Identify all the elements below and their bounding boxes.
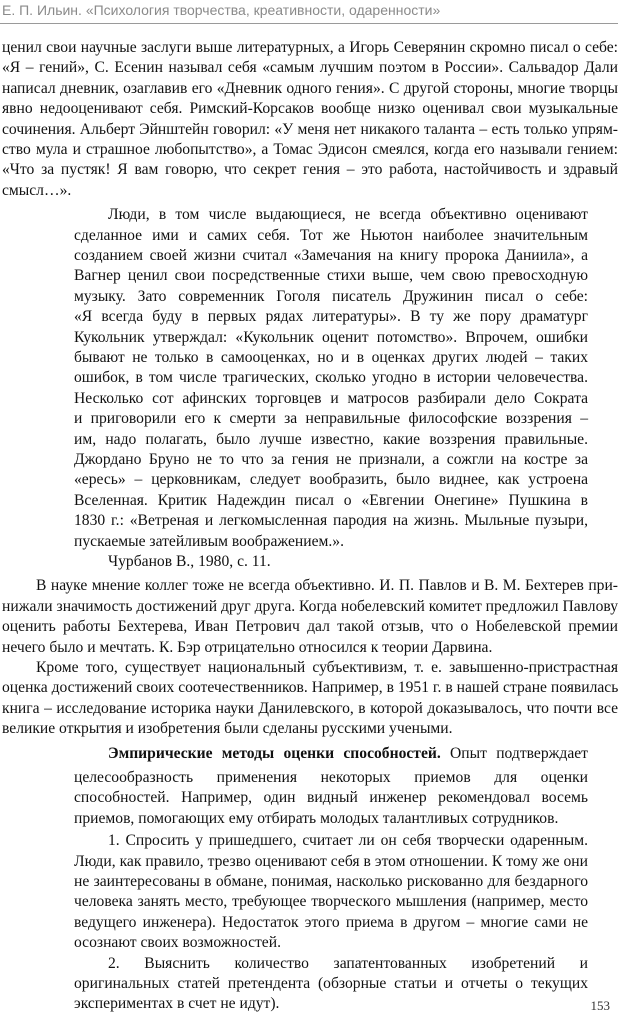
item-line: Люди, как правило, трезво оценивают себя в этом отношении. К тому же они [74,853,588,870]
paragraph-line: великие открытия и изобретения были сделаны русскими учеными. [2,720,453,737]
intro-line: ценил свои научные заслуги выше литературных, а Игорь Северянин скромно писал о себе: [2,39,618,56]
quote-line: музыку. Зато современник Гоголя писатель Дружинин писал о себе: [74,288,588,305]
item-line: не заинтересованы в обмане, понимая, насколько рискованно для бездарного [74,873,588,890]
section-heading: Эмпирические методы оценки способностей. [108,745,441,762]
section-line: целесообразность применения некоторых приемов для оценки [74,769,588,786]
quote-line: Вагнер ценил свои посредственные стихи выше, чем свою превосходную [74,267,588,284]
paragraph-line: Кроме того, существует национальный субъективизм, т. е. завышенно-пристрастная [36,659,618,676]
quote-line: им, надо полагать, было лучше известно, какие воззрения правильные. [74,431,588,448]
item-line: 1. Спросить у пришедшего, считает ли он себя творчески одаренным. [108,832,588,849]
quote-line: «ересь» – церковникам, следует вообразить, было виднее, как устроена [74,471,588,488]
paragraph-line: нечего было и мечтать. К. Бэр отрицательно относился к теории Дарвина. [2,639,493,656]
quote-source: Чурбанов В., 1980, с. 11. [108,553,271,570]
intro-line: смысл…». [2,182,72,199]
quote-line: Джордано Бруно не то что за гения не признали, а сожгли на костре за [74,451,588,468]
quote-line: созданием своей жизни считал «Замечания на книгу пророка Даниила», а [74,247,588,264]
item-line: оригинальных статей претендента (обзорные статьи и отчеты о текущих [74,975,588,992]
intro-line: написал дневник, озаглавив его «Дневник одного гения». С другой стороны, многие творцы [2,80,618,97]
quote-line: «Я всегда буду в первых рядах литературы». В ту же пору драматург [74,308,588,325]
paragraph-line: оценка достижений своих соотечественников. Например, в 1951 г. в нашей стране появилась [2,679,619,696]
quote-line: Вселенная. Критик Надеждин писал о «Евгении Онегине» Пушкина в [74,492,588,509]
intro-line: сочинения. Альберт Эйнштейн говорил: «У меня нет никакого таланта – есть только упрям- [2,121,618,138]
quote-line: ошибок, в том числе трагических, сколько угодно в истории человечества. [74,369,588,386]
intro-line: «Я – гений», С. Есенин называл себя «самым лучшим поэтом в России». Сальвадор Дали [2,59,618,76]
section-line: способностей. Например, один видный инженер рекомендовал восемь [74,789,588,806]
paragraph-line: нижали значимость достижений друг друга. Когда нобелевский комитет предложил Павлову [2,598,618,615]
item-line: 2. Выяснить количество запатентованных изобретений и [108,955,588,972]
page-number: 153 [590,998,610,1013]
item-line: экспериментах в счет не идут). [74,995,280,1012]
section-line: приемов, помогающих ему отбирать молодых талантливых сотрудников. [74,810,559,827]
item-line: ведущего инженера). Недостаток этого приема в другом – многие сами не [74,914,588,931]
item-line: осознают своих возможностей. [74,934,281,951]
quote-line: Кукольник утверждал: «Кукольник оценит потомство». Впрочем, ошибки [74,329,588,346]
quote-line: Несколько сот афинских торговцев и матросов разбирали дело Сократа [74,390,588,407]
paragraph-line: В науке мнение коллег тоже не всегда объективно. И. П. Павлов и В. М. Бехтерев при- [36,577,618,594]
section-first-line [108,744,588,764]
intro-line: ство мула и страшное любопытство», а Томас Эдисон смеялся, когда его называли гением: [2,141,618,158]
quote-line: бывают не только в самооценках, но и в оценках других людей – таких [74,349,588,366]
section-line: Опыт подтверждает [450,745,589,762]
item-line: человека занять место, требующее творческого мышления (например, место [74,893,588,910]
paragraph-line: книга – исследование историка науки Данилевского, в которой доказывалось, что почти все [2,700,618,717]
quote-line: сделанное ими и самих себя. Тот же Ньютон наиболее значительным [74,227,588,244]
quote-line: и приговорили его к смерти за неправильные философские воззрения – [74,410,588,427]
quote-line: 1830 г.: «Ветреная и легкомысленная пародия на жизнь. Мыльные пузыри, [74,512,588,529]
running-head: Е. П. Ильин. «Психология творчества, креативности, одаренности» [2,2,441,18]
paragraph-line: оценить работы Бехтерева, Иван Петрович дал такой отзыв, что о Нобелевской премии [2,618,618,635]
intro-line: «Что за пустяк! Я вам говорю, что секрет гения – это работа, настойчивость и здравый [2,161,618,178]
quote-line: Люди, в том числе выдающиеся, не всегда объективно оценивают [108,206,588,223]
quote-line: пускаемые затейливым воображением.». [74,533,344,550]
intro-line: явно недооценивают себя. Римский-Корсаков вообще низко оценивал свои музыкальные [2,100,618,117]
header-rule [0,23,618,24]
